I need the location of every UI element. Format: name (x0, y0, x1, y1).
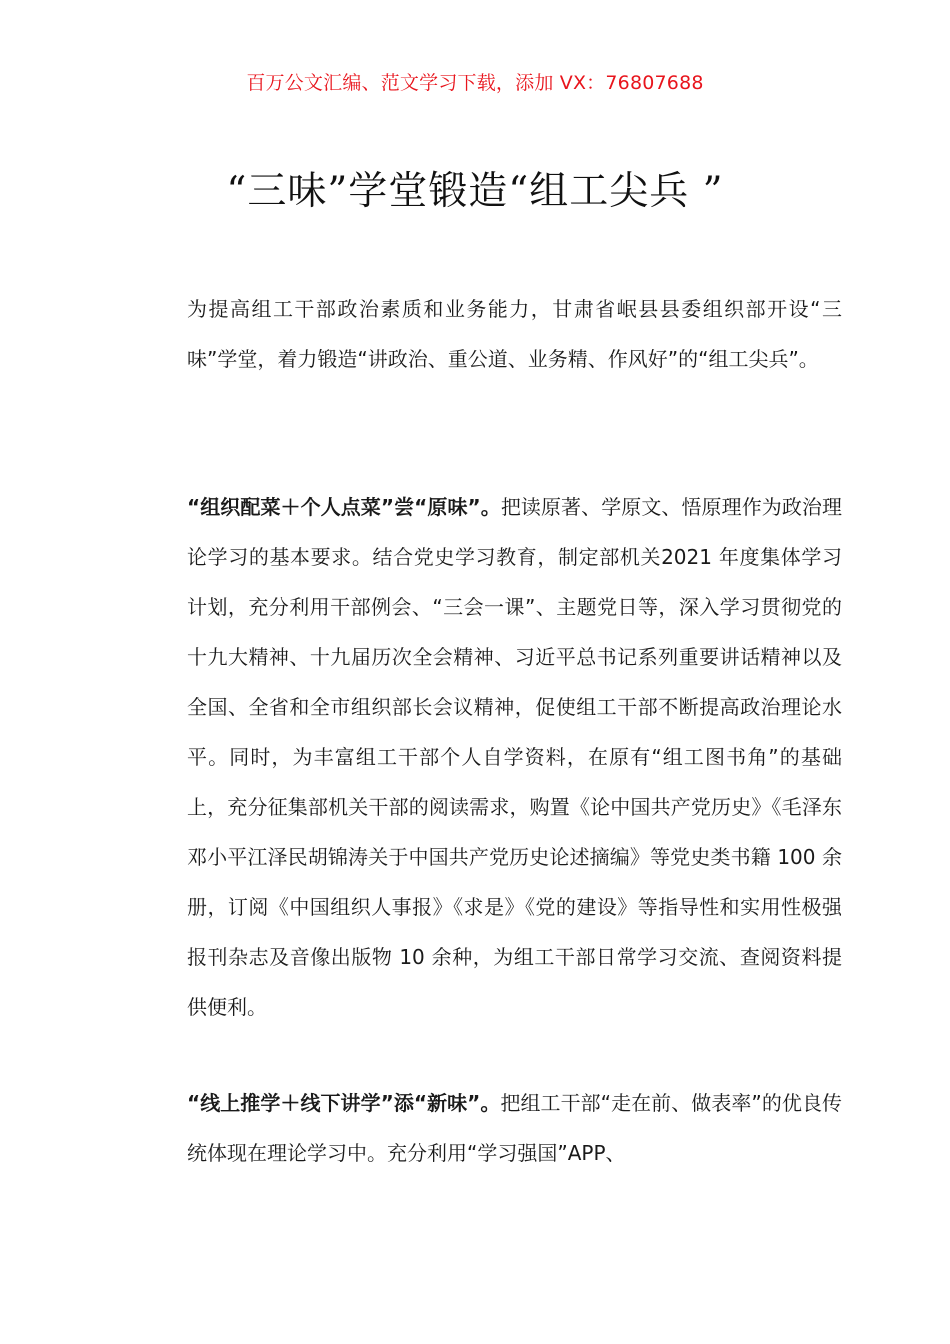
header-note: 百万公文汇编、范文学习下载，添加 VX：76807688 (246, 72, 704, 94)
paragraph-text: 把组工干部“走在前、做表率”的优良传统体现在理论学习中。充分利用“学习强国”APP、 (187, 1091, 842, 1165)
paragraph-lead: “组织配菜＋个人点菜”尝“原味”。 (187, 495, 501, 519)
paragraph-text: 为提高组工干部政治素质和业务能力，甘肃省岷县县委组织部开设“三味”学堂，着力锻造“讲政治、重公道、业务精、作风好”的“组工尖兵”。 (187, 297, 842, 371)
paragraph-new-flavor (145, 1078, 842, 1178)
paragraph-original-flavor (145, 482, 842, 1032)
paragraph-intro (145, 284, 842, 384)
paragraph-lead: “线上推学＋线下讲学”添“新味”。 (187, 1091, 501, 1115)
document-title: “三味”学堂锻造“组工尖兵 ” (226, 169, 724, 214)
paragraph-text: 把读原著、学原文、悟原理作为政治理论学习的基本要求。结合党史学习教育，制定部机关2021 年度集体学习计划，充分利用干部例会、“三会一课”、主题党日等，深入学习贯彻党的十九大精神、十九届历次全会精神、习近平总书记系列重要讲话精神以及全国、全省和全市组织部长会议精神，促使组工干部不断提高政治理论水平。同时，为丰富组工干部个人自学资料，在原有“组工图书角”的基础上，充分征集部机关干部的阅读需求，购置《论中国共产党历史》《毛泽东邓小平江泽民胡锦涛关于中国共产党历史论述摘编》等党史类书籍 100 余册，订阅《中国组织人事报》《求是》《党的建设》等指导性和实用性极强报刊杂志及音像出版物 10 余种，为组工干部日常学习交流、查阅资料提供便利。 (187, 495, 843, 1019)
